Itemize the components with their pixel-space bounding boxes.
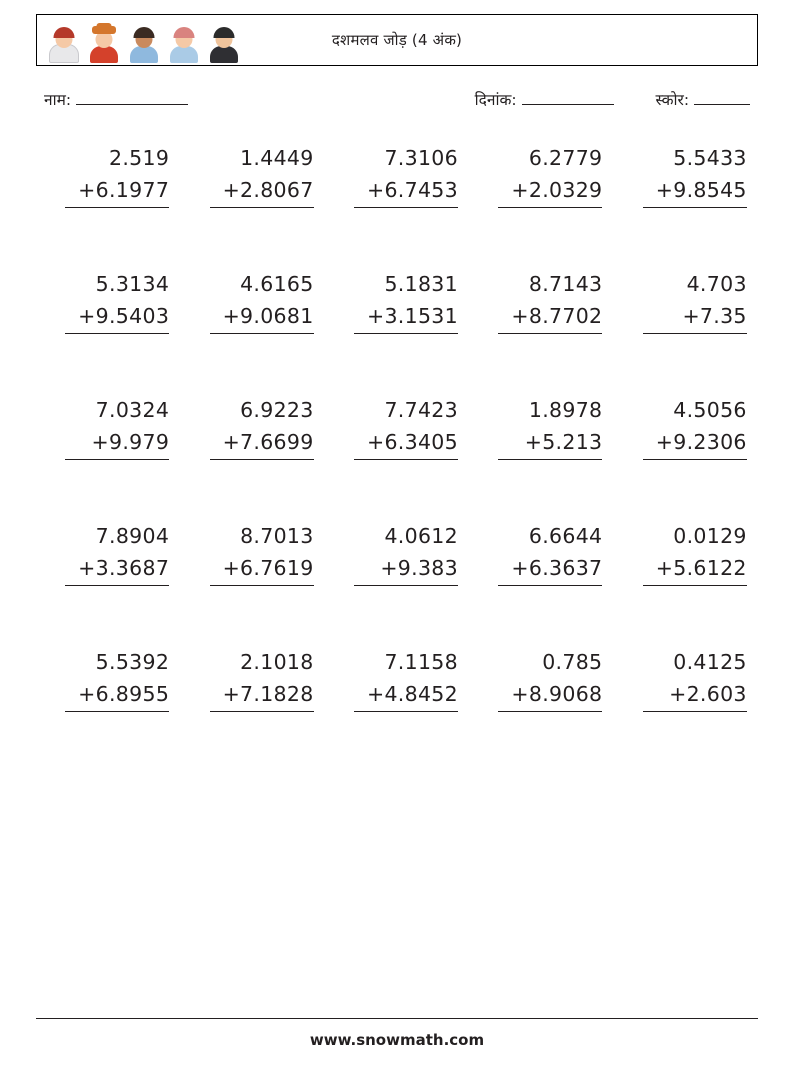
problem-addend-top: 4.703 — [686, 272, 747, 296]
problem-item — [336, 640, 458, 766]
problem-item — [625, 262, 747, 388]
problem-addend-top: 2.1018 — [240, 650, 314, 674]
problem-addend-top: 6.2779 — [528, 146, 603, 170]
problem-addend-top: 5.3134 — [95, 272, 170, 296]
problem-addend-bottom: +6.3637 — [498, 552, 602, 586]
problem-addend-bottom: +3.3687 — [65, 552, 169, 586]
problem-addend-bottom: +6.1977 — [65, 174, 169, 208]
problem-addend-bottom: +6.3405 — [354, 426, 458, 460]
problem-item — [480, 388, 602, 514]
problem-item — [192, 640, 314, 766]
problem-addend-bottom: +9.0681 — [210, 300, 314, 334]
problem-addend-top: 7.8904 — [95, 524, 170, 548]
problem-item — [47, 640, 169, 766]
problem-item — [192, 136, 314, 262]
problem-addend-bottom: +5.213 — [498, 426, 602, 460]
problem-addend-bottom: +6.7619 — [210, 552, 314, 586]
problem-item — [480, 514, 602, 640]
footer-site-url[interactable]: www.snowmath.com — [36, 1018, 758, 1049]
date-field[interactable] — [475, 88, 614, 110]
problem-addend-bottom: +8.7702 — [498, 300, 602, 334]
name-blank[interactable] — [76, 104, 188, 105]
problem-addend-bottom: +9.383 — [354, 552, 458, 586]
problem-item — [625, 514, 747, 640]
problem-addend-top: 0.785 — [542, 650, 603, 674]
problem-addend-top: 6.6644 — [528, 524, 603, 548]
problem-addend-top: 5.5392 — [95, 650, 170, 674]
problem-addend-bottom: +7.6699 — [210, 426, 314, 460]
date-label: दिनांक: — [474, 91, 517, 109]
problem-addend-top: 2.519 — [109, 146, 170, 170]
problem-item — [192, 388, 314, 514]
problem-addend-top: 7.1158 — [384, 650, 458, 674]
problem-addend-bottom: +6.8955 — [65, 678, 169, 712]
problem-addend-bottom: +7.35 — [643, 300, 747, 334]
problem-item — [47, 136, 169, 262]
problem-addend-bottom: +7.1828 — [210, 678, 314, 712]
problem-addend-bottom: +2.603 — [643, 678, 747, 712]
problem-item — [47, 514, 169, 640]
problem-item — [336, 514, 458, 640]
problem-item — [480, 640, 602, 766]
problem-addend-top: 8.7143 — [528, 272, 603, 296]
page-title: दशमलव जोड़ (4 अंक) — [331, 31, 463, 49]
student-info-row — [36, 88, 758, 110]
score-field[interactable] — [656, 88, 750, 110]
problem-addend-bottom: +9.8545 — [643, 174, 747, 208]
problem-item — [480, 262, 602, 388]
problem-addend-top: 1.8978 — [528, 398, 603, 422]
problem-item — [336, 136, 458, 262]
problem-addend-bottom: +2.8067 — [210, 174, 314, 208]
problem-addend-bottom: +5.6122 — [643, 552, 747, 586]
problem-item — [47, 262, 169, 388]
problem-addend-bottom: +2.0329 — [498, 174, 602, 208]
problem-addend-top: 4.6165 — [240, 272, 314, 296]
name-label: नाम: — [44, 91, 72, 109]
problem-item — [47, 388, 169, 514]
problem-addend-top: 0.4125 — [673, 650, 747, 674]
problem-addend-bottom: +3.1531 — [354, 300, 458, 334]
problem-addend-top: 7.7423 — [384, 398, 458, 422]
score-blank[interactable] — [694, 104, 750, 105]
worksheet-header — [36, 14, 758, 66]
score-label: स्कोर: — [655, 91, 690, 109]
problems-grid — [36, 136, 758, 766]
problem-item — [192, 514, 314, 640]
problem-item — [625, 388, 747, 514]
problem-item — [336, 262, 458, 388]
problem-addend-top: 0.0129 — [673, 524, 747, 548]
problem-addend-bottom: +9.2306 — [643, 426, 747, 460]
problem-item — [480, 136, 602, 262]
problem-addend-top: 4.5056 — [673, 398, 747, 422]
problem-item — [625, 136, 747, 262]
problem-item — [192, 262, 314, 388]
problem-addend-top: 5.5433 — [673, 146, 747, 170]
worksheet-page — [0, 14, 794, 1067]
problem-addend-top: 6.9223 — [240, 398, 314, 422]
problem-addend-top: 7.3106 — [384, 146, 458, 170]
problem-item — [625, 640, 747, 766]
problem-addend-bottom: +8.9068 — [498, 678, 602, 712]
problem-item — [336, 388, 458, 514]
name-field[interactable] — [44, 88, 188, 110]
problem-addend-top: 5.1831 — [384, 272, 458, 296]
problem-addend-bottom: +9.5403 — [65, 300, 169, 334]
problem-addend-top: 8.7013 — [240, 524, 314, 548]
problem-addend-bottom: +9.979 — [65, 426, 169, 460]
problem-addend-bottom: +6.7453 — [354, 174, 458, 208]
problem-addend-top: 4.0612 — [384, 524, 458, 548]
date-blank[interactable] — [522, 104, 614, 105]
problem-addend-top: 1.4449 — [240, 146, 314, 170]
problem-addend-bottom: +4.8452 — [354, 678, 458, 712]
problem-addend-top: 7.0324 — [95, 398, 170, 422]
